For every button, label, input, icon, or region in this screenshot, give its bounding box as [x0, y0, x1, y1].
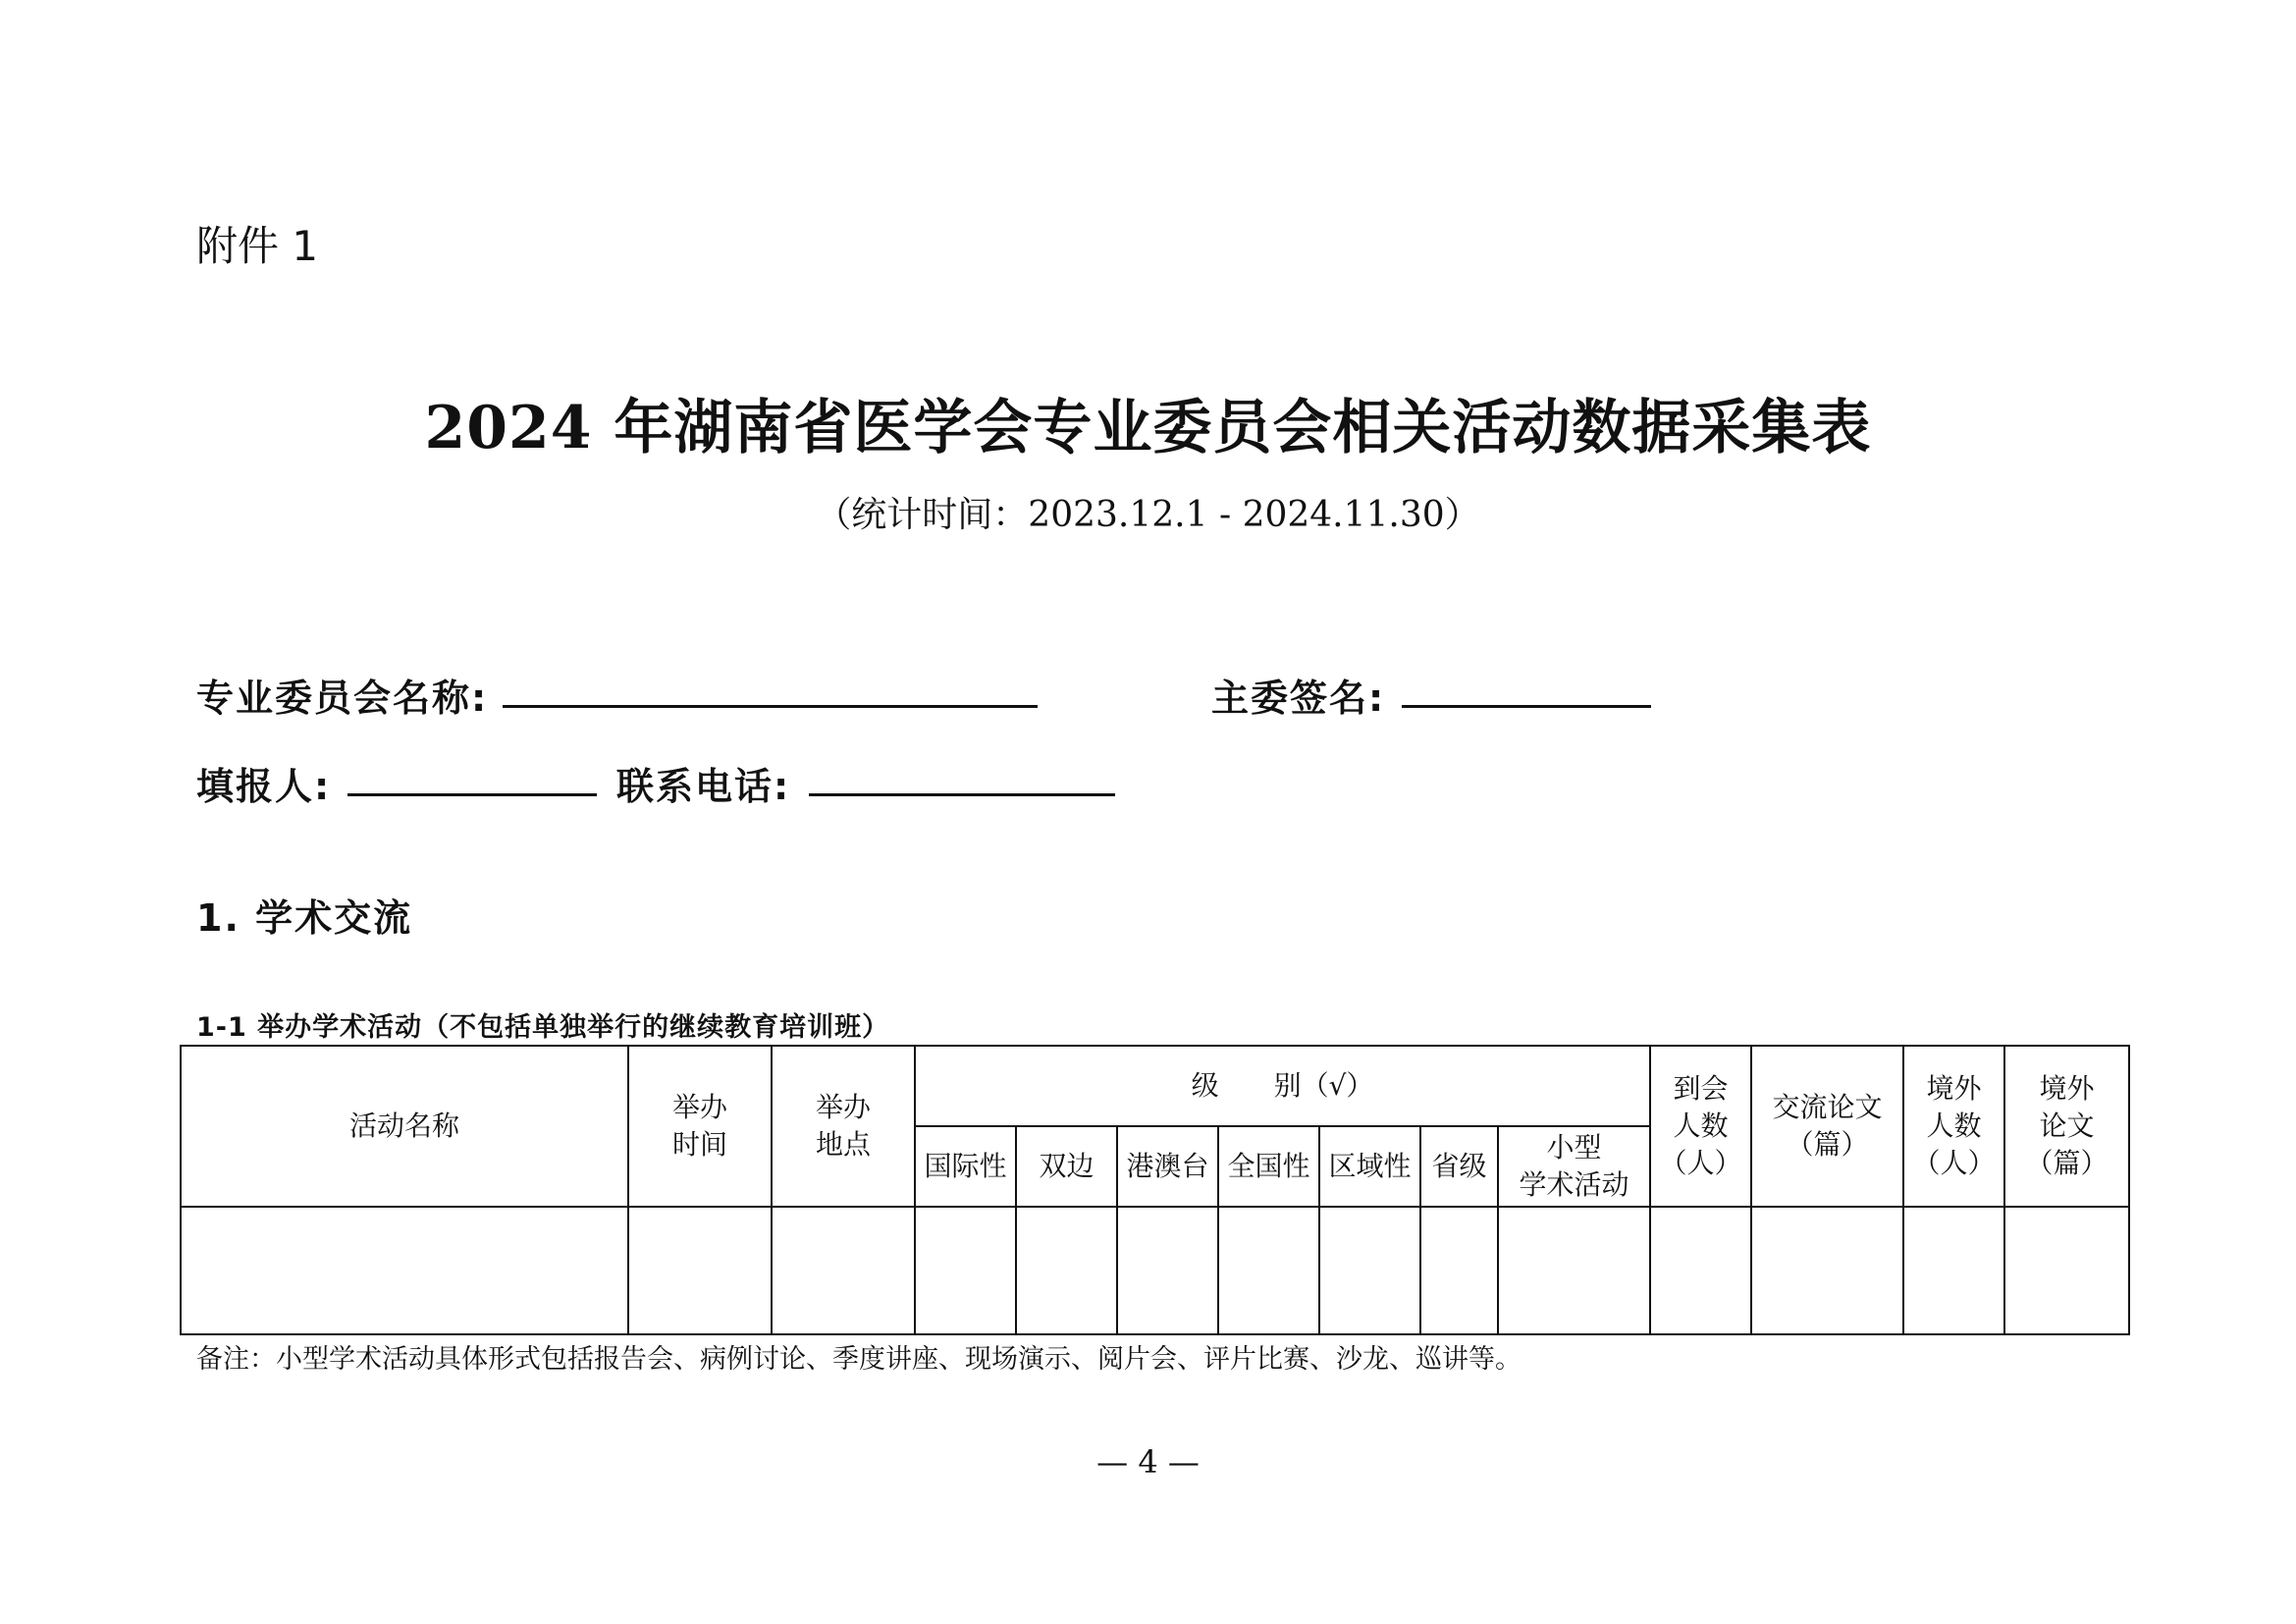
header-attendance: 到会 人数 （人）: [1650, 1046, 1751, 1207]
phone-field[interactable]: [809, 793, 1115, 796]
cell-level-bilateral[interactable]: [1016, 1207, 1117, 1334]
cell-level-regional[interactable]: [1319, 1207, 1420, 1334]
table-header-row-1: [181, 1046, 2129, 1126]
reporter-field[interactable]: [347, 793, 597, 796]
header-papers: 交流论文 （篇）: [1751, 1046, 1903, 1207]
cell-level-small-academic[interactable]: [1498, 1207, 1650, 1334]
cell-attendance[interactable]: [1650, 1207, 1751, 1334]
phone-label: 联系电话:: [616, 765, 791, 808]
header-level-international: 国际性: [915, 1126, 1016, 1207]
header-level-bilateral: 双边: [1016, 1126, 1117, 1207]
header-level-hk-macao-taiwan: 港澳台: [1117, 1126, 1218, 1207]
header-level-small-academic: 小型 学术活动: [1498, 1126, 1650, 1207]
table-note: 备注：小型学术活动具体形式包括报告会、病例讨论、季度讲座、现场演示、阅片会、评片比赛、沙龙、巡讲等。: [196, 1344, 1522, 1375]
header-level-group: 级 别（√）: [915, 1046, 1650, 1126]
reporter-label: 填报人:: [196, 765, 332, 808]
table-row: [181, 1207, 2129, 1334]
cell-hold-time[interactable]: [628, 1207, 772, 1334]
header-overseas-people: 境外 人数 （人）: [1903, 1046, 2004, 1207]
cell-papers[interactable]: [1751, 1207, 1903, 1334]
header-level-national: 全国性: [1218, 1126, 1319, 1207]
cell-level-hk-macao-taiwan[interactable]: [1117, 1207, 1218, 1334]
header-hold-place: 举办 地点: [772, 1046, 915, 1207]
document-subtitle: （统计时间：2023.12.1 - 2024.11.30）: [816, 495, 1480, 535]
chair-signature-label: 主委签名:: [1211, 677, 1386, 720]
page-number: — 4 —: [1096, 1443, 1200, 1481]
table-caption: 1-1 举办学术活动（不包括单独举行的继续教育培训班）: [196, 1012, 890, 1043]
section-heading: 1. 学术交流: [196, 896, 413, 940]
header-activity-name: 活动名称: [181, 1046, 628, 1207]
cell-level-international[interactable]: [915, 1207, 1016, 1334]
header-level-regional: 区域性: [1319, 1126, 1420, 1207]
header-level-provincial: 省级: [1420, 1126, 1498, 1207]
committee-name-label: 专业委员会名称:: [196, 677, 489, 720]
cell-overseas-papers[interactable]: [2004, 1207, 2129, 1334]
cell-level-national[interactable]: [1218, 1207, 1319, 1334]
cell-level-provincial[interactable]: [1420, 1207, 1498, 1334]
chair-signature-field[interactable]: [1402, 705, 1651, 708]
attachment-label: 附件 1: [196, 222, 319, 270]
header-hold-time: 举办 时间: [628, 1046, 772, 1207]
header-overseas-papers: 境外 论文 （篇）: [2004, 1046, 2129, 1207]
activity-data-table: [180, 1045, 2130, 1335]
cell-hold-place[interactable]: [772, 1207, 915, 1334]
cell-overseas-people[interactable]: [1903, 1207, 2004, 1334]
cell-activity-name[interactable]: [181, 1207, 628, 1334]
document-title: 2024 年湖南省医学会专业委员会相关活动数据采集表: [424, 394, 1872, 462]
committee-name-field[interactable]: [503, 705, 1038, 708]
